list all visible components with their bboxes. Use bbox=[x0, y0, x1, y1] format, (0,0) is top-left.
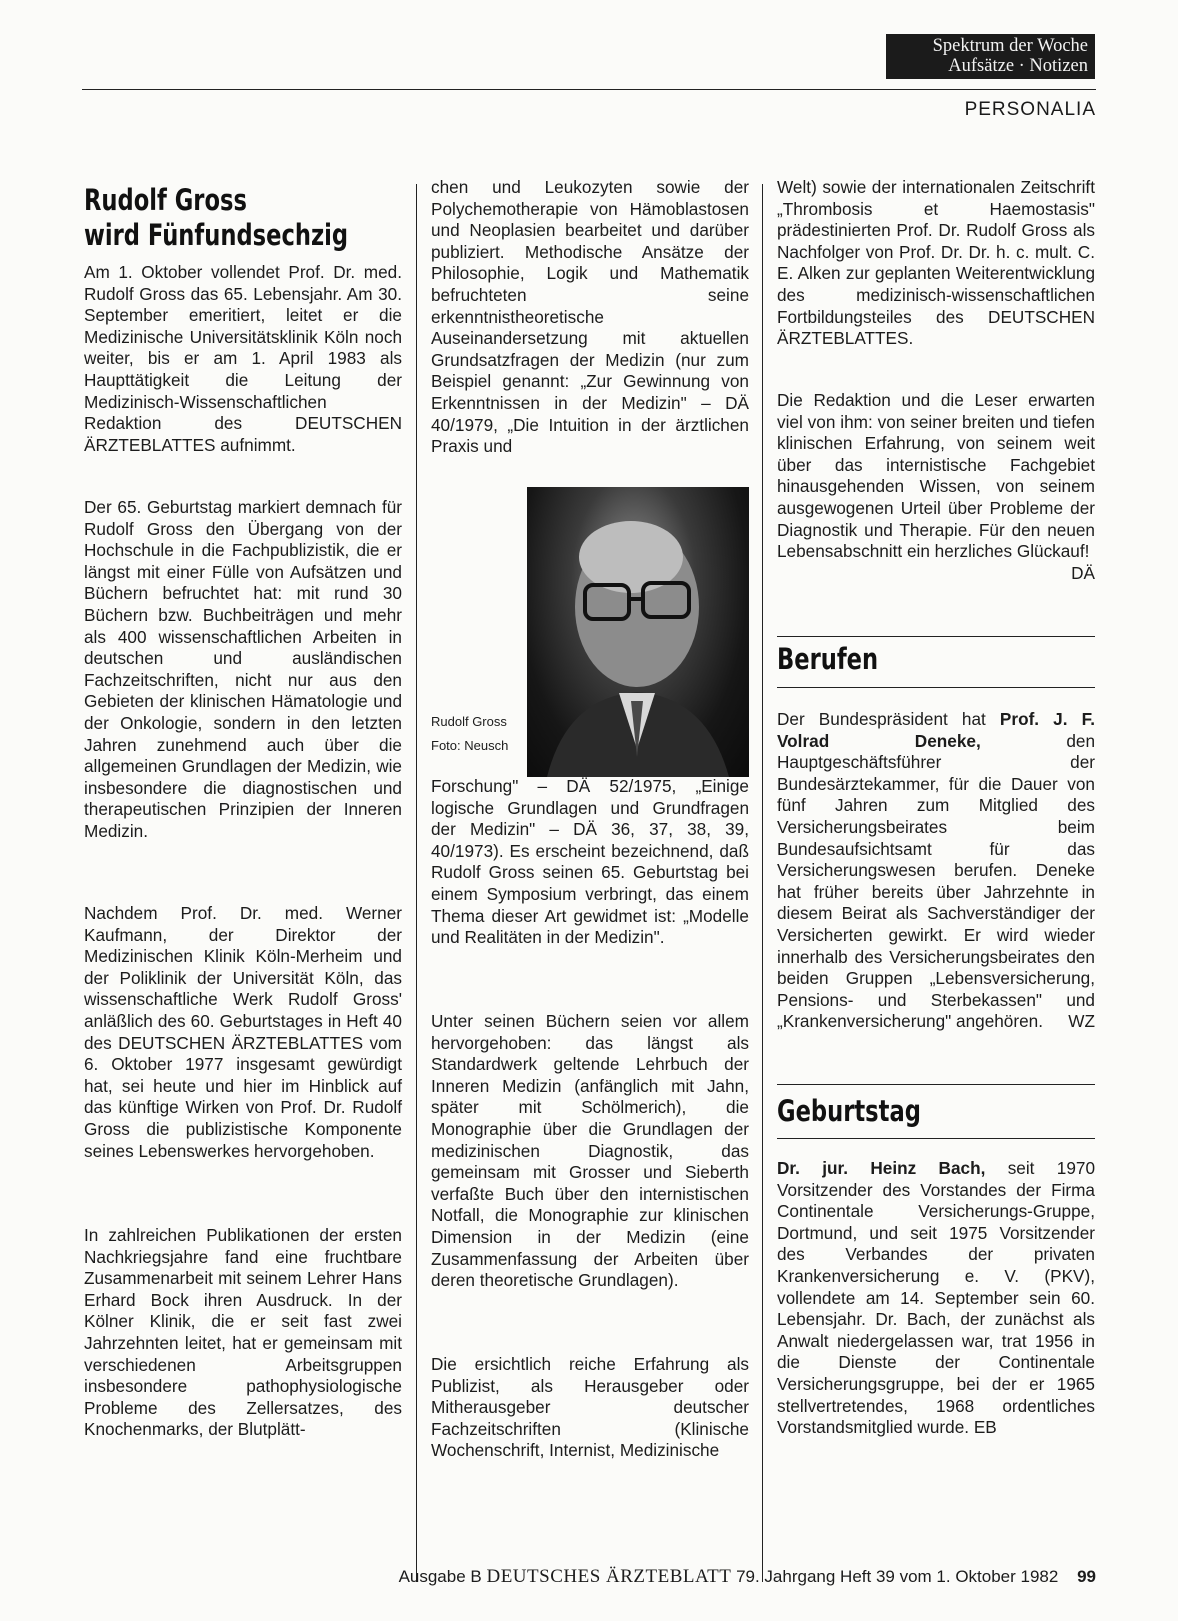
footer-issue: 79. Jahrgang Heft 39 vom 1. Oktober 1982 bbox=[736, 1567, 1059, 1586]
article-title-line-1: Rudolf Gross bbox=[84, 183, 247, 217]
paragraph-text: Die Redaktion und die Leser erwarten viel von ihm: von seiner breiten und tiefen klinischen Erfahrung, von seinem weit über das internistische Fachgebiet hinausgehenden Wissen, von seinem ausgewogenen Urteil über Probleme der Diagnostik und Therapie. Für den neuen Lebensabschnitt ein herzliches Glückauf! bbox=[777, 390, 1095, 562]
photo-caption: Rudolf Gross bbox=[431, 714, 507, 729]
paragraph: Der 65. Geburtstag markiert demnach für Rudolf Gross den Übergang von der Hochschule in die Fachpublizistik, die er längst mit einer Fülle von Aufsätzen und Büchern befruchtet hat: mit rund 30 Büchern bzw. Buchbeiträgen und mehr als 400 wissenschaftlichen Arbeiten in deutschen und ausländischen Fachzeitschriften, nicht nur aus den Gebieten der klinischen Hämatologie und der Onkologie, sondern in den letzten Jahren zunehmend auch über die allgemeinen Grundlagen der Medizin, wie insbesondere die diagnostischen und therapeutischen Prinzipien der Inneren Medizin. bbox=[84, 497, 402, 841]
section-title-berufen: Berufen bbox=[777, 642, 879, 676]
photo-credit: Foto: Neusch bbox=[431, 738, 509, 753]
article-title-line-2: wird Fünfundsechzig bbox=[84, 218, 349, 252]
paragraph: Forschung" – DÄ 52/1975, „Einige logische Grundlagen und Grundfragen der Medizin" – DÄ 36, 37, 38, 39, 40/1973). Es erscheint bezeichnend, daß Rudolf Gross seinen 65. Geburtstag bei einem Symposium verbringt, das einem Thema dieser Art gewidmet ist: „Modelle und Realitäten in der Medizin". bbox=[431, 776, 749, 948]
paragraph: Unter seinen Büchern seien vor allem hervorgehoben: das längst als Standardwerk geltende Lehrbuch der Inneren Medizin (anfänglich mit Jahn, später mit Schölmerich), die Monographie über die Grundlagen der medizinischen Diagnostik, das gemeinsam mit Grosser und Sieberth verfaßte Buch über den internistischen Notfall, die Monographie zur klinischen Dimension in der Medizin (eine Zusammenfassung der Arbeiten über deren theoretische Grundlagen). bbox=[431, 1011, 749, 1291]
section-rule bbox=[777, 636, 1095, 637]
paragraph bbox=[777, 390, 1095, 584]
article-title bbox=[84, 183, 348, 253]
paragraph: Welt) sowie der internationalen Zeitschrift „Thrombosis et Haemostasis" prädestinierten Prof. Dr. Rudolf Gross als Nachfolger von Prof. Dr. Dr. h. c. mult. C. E. Alken zur geplanten Weiterentwicklung des medizinisch-wissenschaftlichen Fortbildungsteiles des DEUTSCHEN ÄRZTEBLATTES. bbox=[777, 177, 1095, 349]
column-divider-2 bbox=[762, 184, 763, 1582]
portrait-illustration bbox=[527, 487, 749, 777]
badge-line-1: Spektrum der Woche bbox=[932, 36, 1088, 56]
page-number: 99 bbox=[1077, 1567, 1096, 1586]
person-name: Prof. J. F. Volrad Deneke, bbox=[777, 709, 1095, 751]
column-divider-1 bbox=[416, 184, 417, 1582]
section-label: PERSONALIA bbox=[964, 99, 1096, 120]
footer-publication: DEUTSCHES ÄRZTEBLATT bbox=[486, 1566, 732, 1587]
geburtstag-body: seit 1970 Vorsitzender des Vorstandes der Firma Continentale Versicherungs-Gruppe, Dortmund, und seit 1975 Vorsitzender des Verbandes der privaten Krankenversicherung e. V. (PKV), vollendete am 14. September sein 60. Lebensjahr. Dr. Bach, der zunächst als Anwalt niedergelassen war, trat 1956 in die Dienste der Continentale Versicherungsgruppe, bei der er 1965 stellvertretendes, 1968 ordentliches Vorstandsmitglied wurde. bbox=[777, 1158, 1095, 1438]
berufen-lead: Der Bundespräsident hat bbox=[777, 709, 1000, 729]
portrait-photo bbox=[527, 487, 749, 777]
section-rule bbox=[777, 1138, 1095, 1139]
person-name: Dr. jur. Heinz Bach, bbox=[777, 1158, 986, 1178]
badge-line-2: Aufsätze · Notizen bbox=[948, 56, 1088, 76]
author-sign: WZ bbox=[1068, 1011, 1095, 1032]
author-sign: EB bbox=[973, 1417, 997, 1438]
author-sign: DÄ bbox=[1071, 562, 1095, 583]
section-rule bbox=[777, 1084, 1095, 1085]
section-badge bbox=[886, 34, 1095, 79]
footer-edition: Ausgabe B bbox=[398, 1567, 482, 1586]
paragraph: chen und Leukozyten sowie der Polychemotherapie von Hämoblastosen und Neoplasien bearbeitet und darüber publiziert. Methodische Ansätze der Philosophie, Logik und Mathematik befruchteten seine erkenntnistheoretische Auseinandersetzung mit aktuellen Grundsatzfragen der Medizin (nur zum Beispiel genannt: „Zur Gewinnung von Erkenntnissen in der Medizin" – DÄ 40/1979, „Die Intuition in der ärztlichen Praxis und bbox=[431, 177, 749, 457]
page-footer bbox=[0, 1566, 1096, 1588]
berufen-text bbox=[777, 709, 1095, 1033]
geburtstag-text bbox=[777, 1158, 1095, 1439]
section-title-geburtstag: Geburtstag bbox=[777, 1094, 921, 1128]
section-rule bbox=[777, 687, 1095, 688]
berufen-body: den Hauptgeschäftsführer der Bundesärztekammer, für die Dauer von fünf Jahren zum Mitglied des Versicherungsbeirates beim Bundesaufsichtsamt für das Versicherungswesen berufen. Deneke hat früher bereits über Jahrzehnte in diesem Beirat als Sachverständiger der Versicherten gewirkt. Er wird wieder innerhalb des Versicherungsbeirates den beiden Gruppen „Lebensversicherung, Pensions- und Sterbekassen" und „Krankenversicherung" angehören. bbox=[777, 730, 1096, 1032]
paragraph: Die ersichtlich reiche Erfahrung als Publizist, als Herausgeber oder Mitherausgeber deutscher Fachzeitschriften (Klinische Wochenschrift, Internist, Medizinische bbox=[431, 1354, 749, 1461]
paragraph: Am 1. Oktober vollendet Prof. Dr. med. Rudolf Gross das 65. Lebensjahr. Am 30. September emeritiert, leitet er die Medizinische Universitätsklinik Köln noch weiter, bis er am 1. April 1983 als Haupttätigkeit die Leitung der Medizinisch-Wissenschaftlichen Redaktion des DEUTSCHEN ÄRZTEBLATTES aufnimmt. bbox=[84, 262, 402, 455]
paragraph: Nachdem Prof. Dr. med. Werner Kaufmann, der Direktor der Medizinischen Klinik Köln-Merheim und der Poliklinik der Universität Köln, das wissenschaftliche Werk Rudolf Gross' anläßlich des 60. Geburtstages in Heft 40 des DEUTSCHEN ÄRZTEBLATTES vom 6. Oktober 1977 insgesamt gewürdigt hat, sei heute und hier im Hinblick auf das künftige Wirken von Prof. Dr. Rudolf Gross die publizistische Komponente seines Lebenswerkes hervorgehoben. bbox=[84, 903, 402, 1161]
paragraph: In zahlreichen Publikationen der ersten Nachkriegsjahre fand eine fruchtbare Zusammenarbeit mit seinem Lehrer Hans Erhard Bock ihren Ausdruck. In der Kölner Klinik, die er seit fast zwei Jahrzehnten leitet, hat er gemeinsam mit verschiedenen Arbeitsgruppen insbesondere pathophysiologische Probleme des Zellersatzes, des Knochenmarks, der Blutplätt- bbox=[84, 1225, 402, 1440]
header-rule bbox=[82, 89, 1096, 90]
